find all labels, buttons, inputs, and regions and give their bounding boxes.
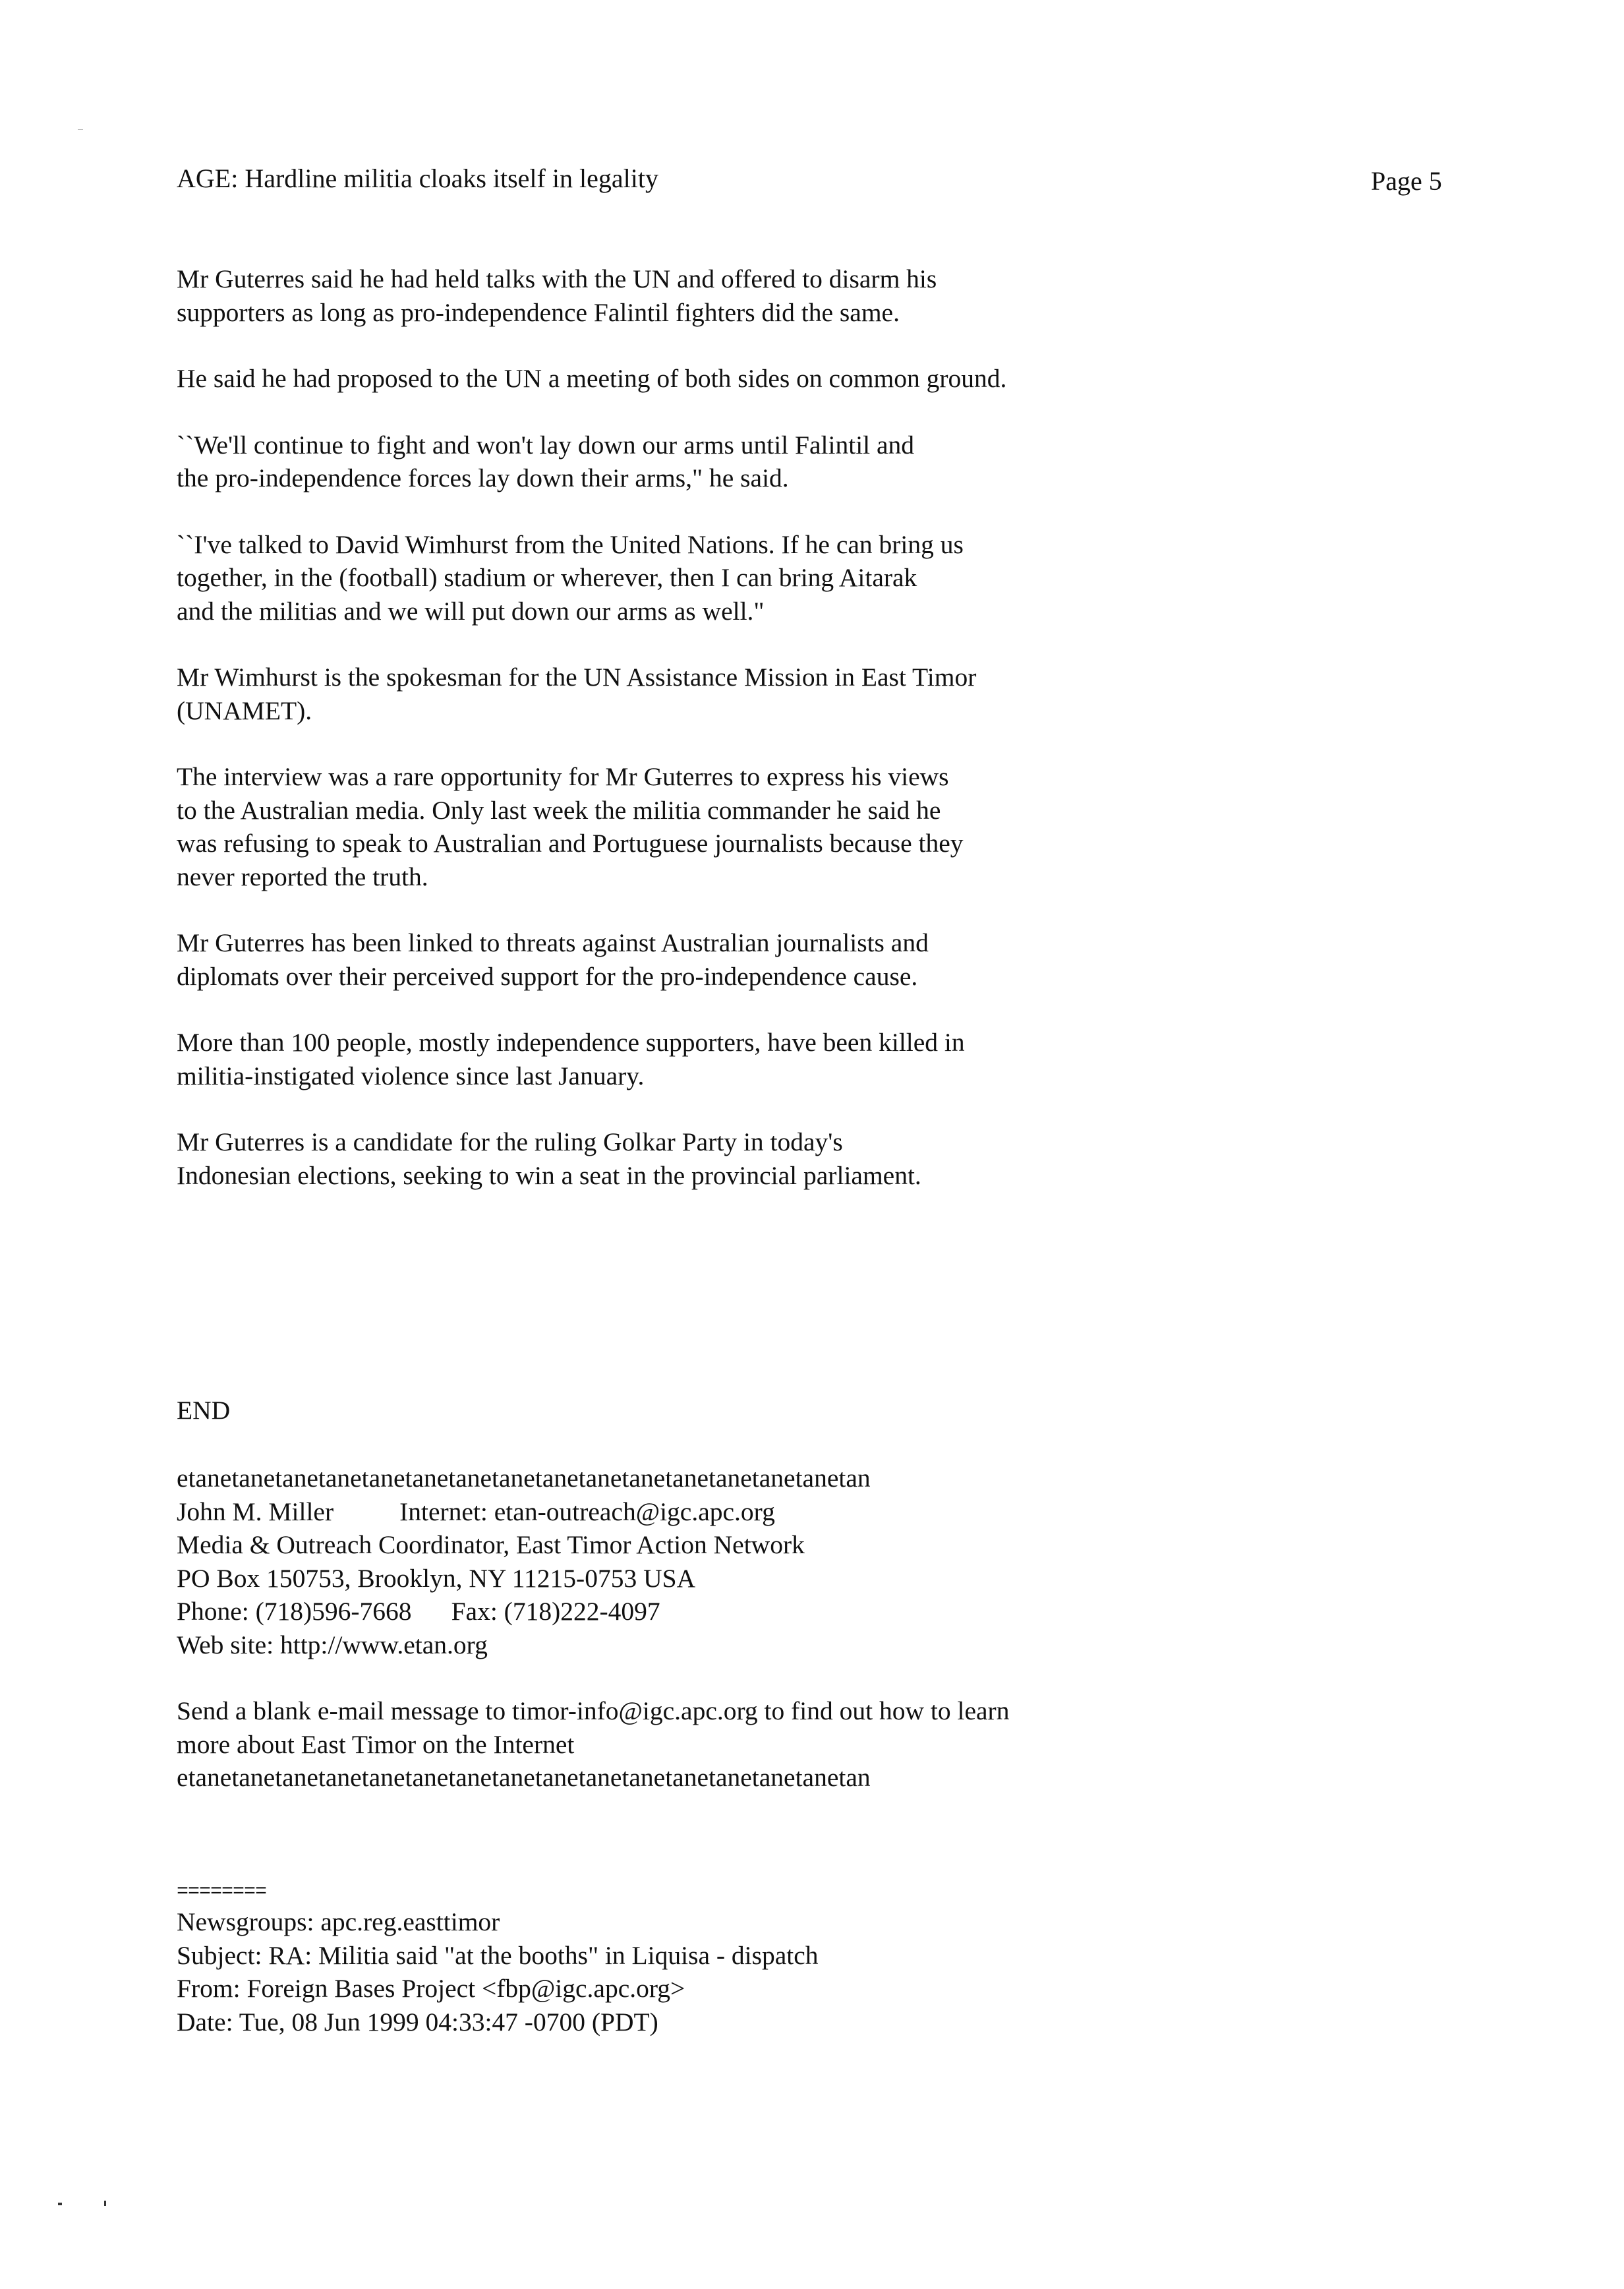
paragraph: [177, 262, 1165, 329]
text-line: was refusing to speak to Australian and Portuguese journalists because they: [177, 829, 964, 858]
paragraph: [177, 661, 1165, 727]
contact-website[interactable]: Web site: http://www.etan.org: [177, 1630, 488, 1659]
subject-line: Subject: RA: Militia said "at the booths" in Liquisa - dispatch: [177, 1940, 819, 1970]
info-note: [177, 1694, 1165, 1795]
contact-email[interactable]: Internet: etan-outreach@igc.apc.org: [399, 1497, 775, 1526]
text-line: He said he had proposed to the UN a meeting of both sides on common ground.: [177, 364, 1007, 393]
paragraph: [177, 1125, 1165, 1192]
text-line: ``We'll continue to fight and won't lay down our arms until Falintil and: [177, 430, 915, 460]
paragraph: [177, 362, 1165, 396]
paragraph: [177, 429, 1165, 495]
signature-block: [177, 1462, 1165, 1828]
info-line: Send a blank e-mail message to timor-info@igc.apc.org to find out how to learn: [177, 1696, 1010, 1725]
text-line: More than 100 people, mostly independence supporters, have been killed in: [177, 1028, 965, 1057]
message-header: [177, 1879, 819, 2038]
text-line: (UNAMET).: [177, 696, 312, 725]
paragraph: [177, 528, 1165, 628]
article-body: [177, 262, 1165, 1225]
text-line: the pro-independence forces lay down their arms," he said.: [177, 463, 789, 492]
paragraph: [177, 926, 1165, 993]
date-line: Date: Tue, 08 Jun 1999 04:33:47 -0700 (PDT): [177, 2007, 658, 2036]
text-line: Mr Wimhurst is the spokesman for the UN Assistance Mission in East Timor: [177, 663, 977, 692]
text-line: militia-instigated violence since last January.: [177, 1061, 645, 1090]
text-line: never reported the truth.: [177, 862, 428, 891]
scan-speck: [78, 129, 83, 130]
etan-divider-bottom: etanetanetanetanetanetanetanetanetanetanetanetanetanetanetanetan: [177, 1763, 871, 1792]
contact-phone-line: [177, 1595, 1165, 1628]
paragraph: [177, 1026, 1165, 1092]
contact-phone: Phone: (718)596-7668: [177, 1597, 412, 1626]
contact-address: PO Box 150753, Brooklyn, NY 11215-0753 USA: [177, 1563, 696, 1593]
text-line: ``I've talked to David Wimhurst from the United Nations. If he can bring us: [177, 529, 964, 559]
text-line: diplomats over their perceived support for the pro-independence cause.: [177, 961, 918, 991]
text-line: together, in the (football) stadium or wherever, then I can bring Aitarak: [177, 563, 917, 592]
contact-fax: Fax: (718)222-4097: [451, 1597, 660, 1626]
running-header-title: AGE: Hardline militia cloaks itself in legality: [177, 164, 658, 193]
text-line: to the Australian media. Only last week the militia commander he said he: [177, 795, 941, 825]
text-line: Mr Guterres said he had held talks with the UN and offered to disarm his: [177, 264, 937, 293]
from-line: From: Foreign Bases Project <fbp@igc.apc.org>: [177, 1974, 685, 2003]
info-line: more about East Timor on the Internet: [177, 1729, 575, 1759]
text-line: Indonesian elections, seeking to win a seat in the provincial parliament.: [177, 1160, 921, 1190]
page-number: Page 5: [1371, 166, 1442, 196]
etan-divider-top: etanetanetanetanetanetanetanetanetanetanetanetanetanetanetanetan: [177, 1464, 871, 1493]
scan-speck: [104, 2201, 106, 2206]
end-marker: END: [177, 1396, 231, 1425]
scan-speck: [58, 2203, 62, 2205]
text-line: and the militias and we will put down our arms as well.": [177, 596, 765, 626]
text-line: Mr Guterres is a candidate for the ruling Golkar Party in today's: [177, 1127, 843, 1156]
text-line: The interview was a rare opportunity for Mr Guterres to express his views: [177, 762, 949, 791]
message-separator: ========: [177, 1881, 267, 1903]
contact-role: Media & Outreach Coordinator, East Timor Action Network: [177, 1530, 805, 1559]
text-line: Mr Guterres has been linked to threats against Australian journalists and: [177, 928, 929, 957]
text-line: supporters as long as pro-independence Falintil fighters did the same.: [177, 297, 900, 327]
contact-name: John M. Miller: [177, 1497, 334, 1526]
contact-name-line: [177, 1495, 1165, 1529]
newsgroups-line: Newsgroups: apc.reg.easttimor: [177, 1907, 500, 1936]
contact-info: [177, 1462, 1165, 1661]
paragraph: [177, 760, 1165, 893]
